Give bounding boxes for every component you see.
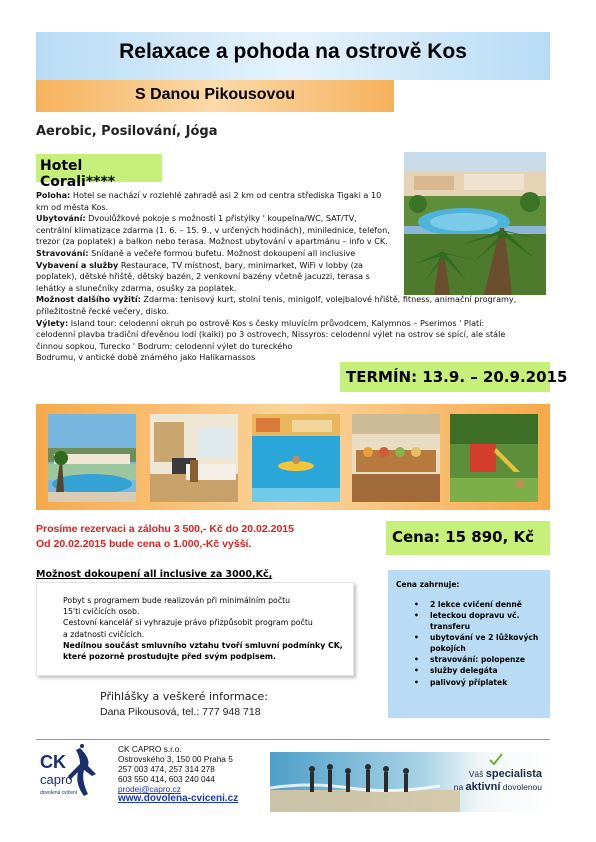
title-banner [36,32,550,80]
program-heading: Aerobic, Posilování, Jóga [36,124,218,139]
condition-line-3: Cestovní kancelář si vyhrazuje právo přizpůsobit program počtu [63,618,313,628]
text-facilities: Restaurace, TV místnost, bary, minimarket, WiFi v lobby (za [118,259,363,270]
photo-strip [36,404,550,510]
price-includes-list [414,600,546,689]
company-web-link[interactable]: www.dovolena-cviceni.cz [118,793,239,805]
condition-line-4: a zdatnosti cvičících. [63,629,145,639]
company-address: Ostrovského 3, 150 00 Praha 5 [118,754,233,765]
label-accommodation: Ubytování: [36,213,86,224]
label-activities: Možnost dalšího vyžití: [36,294,141,305]
text-facilities-2: poplatek), dětské hřiště, dětský bazén, 2 venkovní bazény včetně jacuzzi, terasa s [36,271,370,282]
contact-person: Dana Pikousová, tel.: 777 948 718 [100,706,261,718]
list-item: • 2 lekce cvičení denně [414,600,546,610]
banner-text-5: dovolenou [500,782,542,792]
banner-text-3: na [453,782,466,792]
banner-text-2: specialista [485,768,542,780]
banner-slogan [454,768,542,794]
label-location: Poloha: [36,190,71,200]
condition-line-1: Pobyt s programem bude realizován při minimálním počtu [63,596,291,605]
company-info [118,744,238,805]
company-phone-2: 603 550 414, 603 240 044 [118,774,215,785]
reservation-notice [36,522,294,552]
page-title: Relaxace a pohoda na ostrově Kos [119,40,467,63]
reservation-line-1: Prosíme rezervaci a zálohu 3 500,- Kč do 20.02.2015 [36,523,294,535]
list-item: • leteckou dopravu vč. transferu [414,611,546,632]
price-includes-title: Cena zahrnuje: [396,580,460,589]
text-trips-3: činnou sopkou, Turecko ' Bodrum: celodenní výlet do tureckého [36,340,293,351]
text-activities-2: příležitostně řecké večery, disko. [36,305,170,316]
company-phone-1: 257 003 474, 257 314 278 [118,764,215,775]
list-item: • stravování: polopenze [414,655,546,665]
banner-text-1: Váš [468,769,486,779]
text-trips-4: Bodrumu, v antické době známého jako Halikarnassos [36,352,256,363]
page-subtitle: S Danou Pikousovou [134,86,295,103]
specialist-banner [270,752,550,812]
footer-divider [36,739,550,740]
capro-logo [36,744,108,806]
hotel-name-box [36,154,162,190]
date-box [340,362,568,392]
list-item: • služby delegáta [414,666,546,676]
resort-pool-photo [48,414,136,502]
hotel-name: Hotel Corali**** [40,158,116,190]
list-item: • palivový příplatek [414,678,546,688]
hotel-description [36,190,546,364]
text-trips: Island tour: celodenní okruh po ostrově Kos s česky mluvícím průvodcem, Kalymnos – Pserimos ' Platí: [68,317,485,328]
text-trips-2: celodenní plavba tradiční dřevěnou lodí (kaiki) po 3 ostrovech, Nissyros: celodenní výlet na ostrov se spící, ale stále [36,329,506,340]
logo-brand: capro [40,772,73,787]
banner-text-4: aktivní [465,781,501,793]
restaurant-buffet-photo [352,414,440,502]
price-text: Cena: 15 890, Kč [392,528,535,546]
text-accommodation: Dvoulůžkové pokoje s možností 1 přistýlky ' koupelna/WC, SAT/TV, [85,213,357,224]
label-facilities: Vybavení a služby [36,259,119,270]
date-text: TERMÍN: 13.9. – 20.9.2015 [346,368,568,386]
all-inclusive-note: Možnost dokoupení all inclusive za 3000,Kč, [36,569,273,580]
logo-tagline: dovolená cvičení [40,790,78,796]
condition-line-5: Nedílnou součást smluvního vztahu tvoří smluvní podmínky CK, [63,640,343,650]
label-meals: Stravování: [36,247,89,258]
text-accommodation-2: centrální klimatizace zdarma (1. 6. – 15. 9., v určených hodinách), minilednice, telefon, [36,224,390,235]
list-item: • ubytování ve 2 lůžkových pokojích [414,633,546,654]
price-includes-box [388,570,550,718]
reservation-line-2: Od 20.02.2015 bude cena o 1.000,-Kč vyšší. [36,538,252,550]
price-box [386,521,550,555]
hotel-room-photo [150,414,238,502]
subtitle-banner [36,80,394,112]
company-email-link[interactable]: prodej@capro.cz [118,784,181,795]
text-accommodation-3: trezor (za poplatek) a balkon nebo terasa. Možnost ubytování v apartmánu – info v CK. [36,236,388,247]
beach-kayak-photo [252,414,340,502]
text-activities: Zdarma: tenisový kurt, stolní tenis, minigolf, volejbalové hřiště, fitness, animační programy, [140,294,517,305]
label-trips: Výlety: [36,317,69,328]
contact-heading: Přihlášky a veškeré informace: [100,690,268,703]
conditions-box [36,582,354,676]
playground-photo [450,414,538,502]
logo-ck: CK [40,752,66,772]
condition-line-6: které pozorně prostudujte před svým podpisem. [63,652,276,662]
company-name: CK CAPRO s.r.o. [118,744,182,754]
text-meals: Snídaně a večeře formou bufetu. Možnost dokoupení all inclusive [88,247,356,258]
condition-line-2: 15'ti cvičících osob. [63,607,140,617]
text-location: Hotel se nachází v rozlehlé zahradě asi 2 km od centra střediska Tigaki a 10 [70,190,382,200]
text-facilities-3: lehátky a slunečníky zdarma, osušky za poplatek. [36,282,237,293]
text-location-2: km od města Kos. [36,201,109,212]
